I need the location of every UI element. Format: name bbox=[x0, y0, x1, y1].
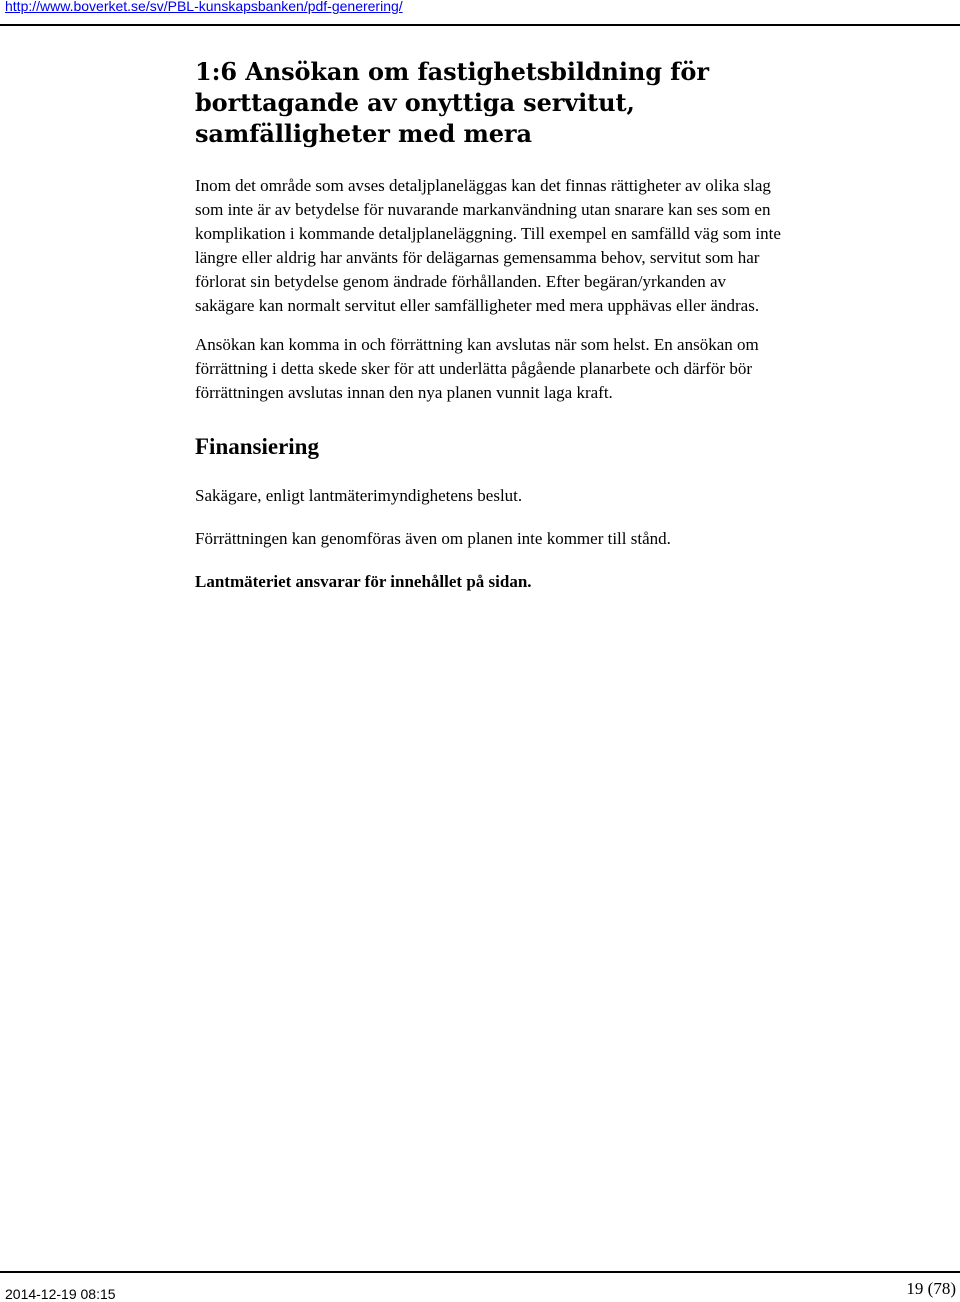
execution-paragraph: Förrättningen kan genomföras även om planen inte kommer till stånd. bbox=[195, 529, 671, 548]
header-divider bbox=[0, 24, 960, 26]
page-number: 19 (78) bbox=[906, 1279, 956, 1298]
financing-paragraph: Sakägare, enligt lantmäterimyndighetens beslut. bbox=[195, 486, 523, 505]
footer-divider bbox=[0, 1271, 960, 1273]
responsibility-note: Lantmäteriet ansvarar för innehållet på sidan. bbox=[195, 572, 532, 591]
application-paragraph: Ansökan kan komma in och förrättning kan avslutas när som helst. En ansökan om förrättning i detta skede sker för att underlätta pågående planarbete och därför bör förrättningen avslutas innan den nya planen vunnit laga kraft. bbox=[195, 335, 759, 402]
print-timestamp: 2014-12-19 08:15 bbox=[5, 1286, 116, 1302]
page-title: 1:6 Ansökan om fastighetsbildning för borttagande av onyttiga servitut, samfälligheter med mera bbox=[195, 57, 709, 148]
financing-heading: Finansiering bbox=[195, 434, 319, 459]
intro-paragraph: Inom det område som avses detaljplaneläggas kan det finnas rättigheter av olika slag som inte är av betydelse för nuvarande markanvändning utan snarare kan ses som en komplikation i kommande detaljplaneläggning. Till exempel en samfälld väg som inte längre eller aldrig har använts för delägarnas gemensamma behov, servitut som har förlorat sin betydelse genom ändrade förhållanden. Efter begäran/yrkanden av sakägare kan normalt servitut eller samfälligheter med mera upphävas eller ändras. bbox=[195, 176, 781, 315]
document-body bbox=[195, 56, 785, 594]
source-url-link[interactable]: http://www.boverket.se/sv/PBL-kunskapsbanken/pdf-generering/ bbox=[5, 0, 403, 14]
